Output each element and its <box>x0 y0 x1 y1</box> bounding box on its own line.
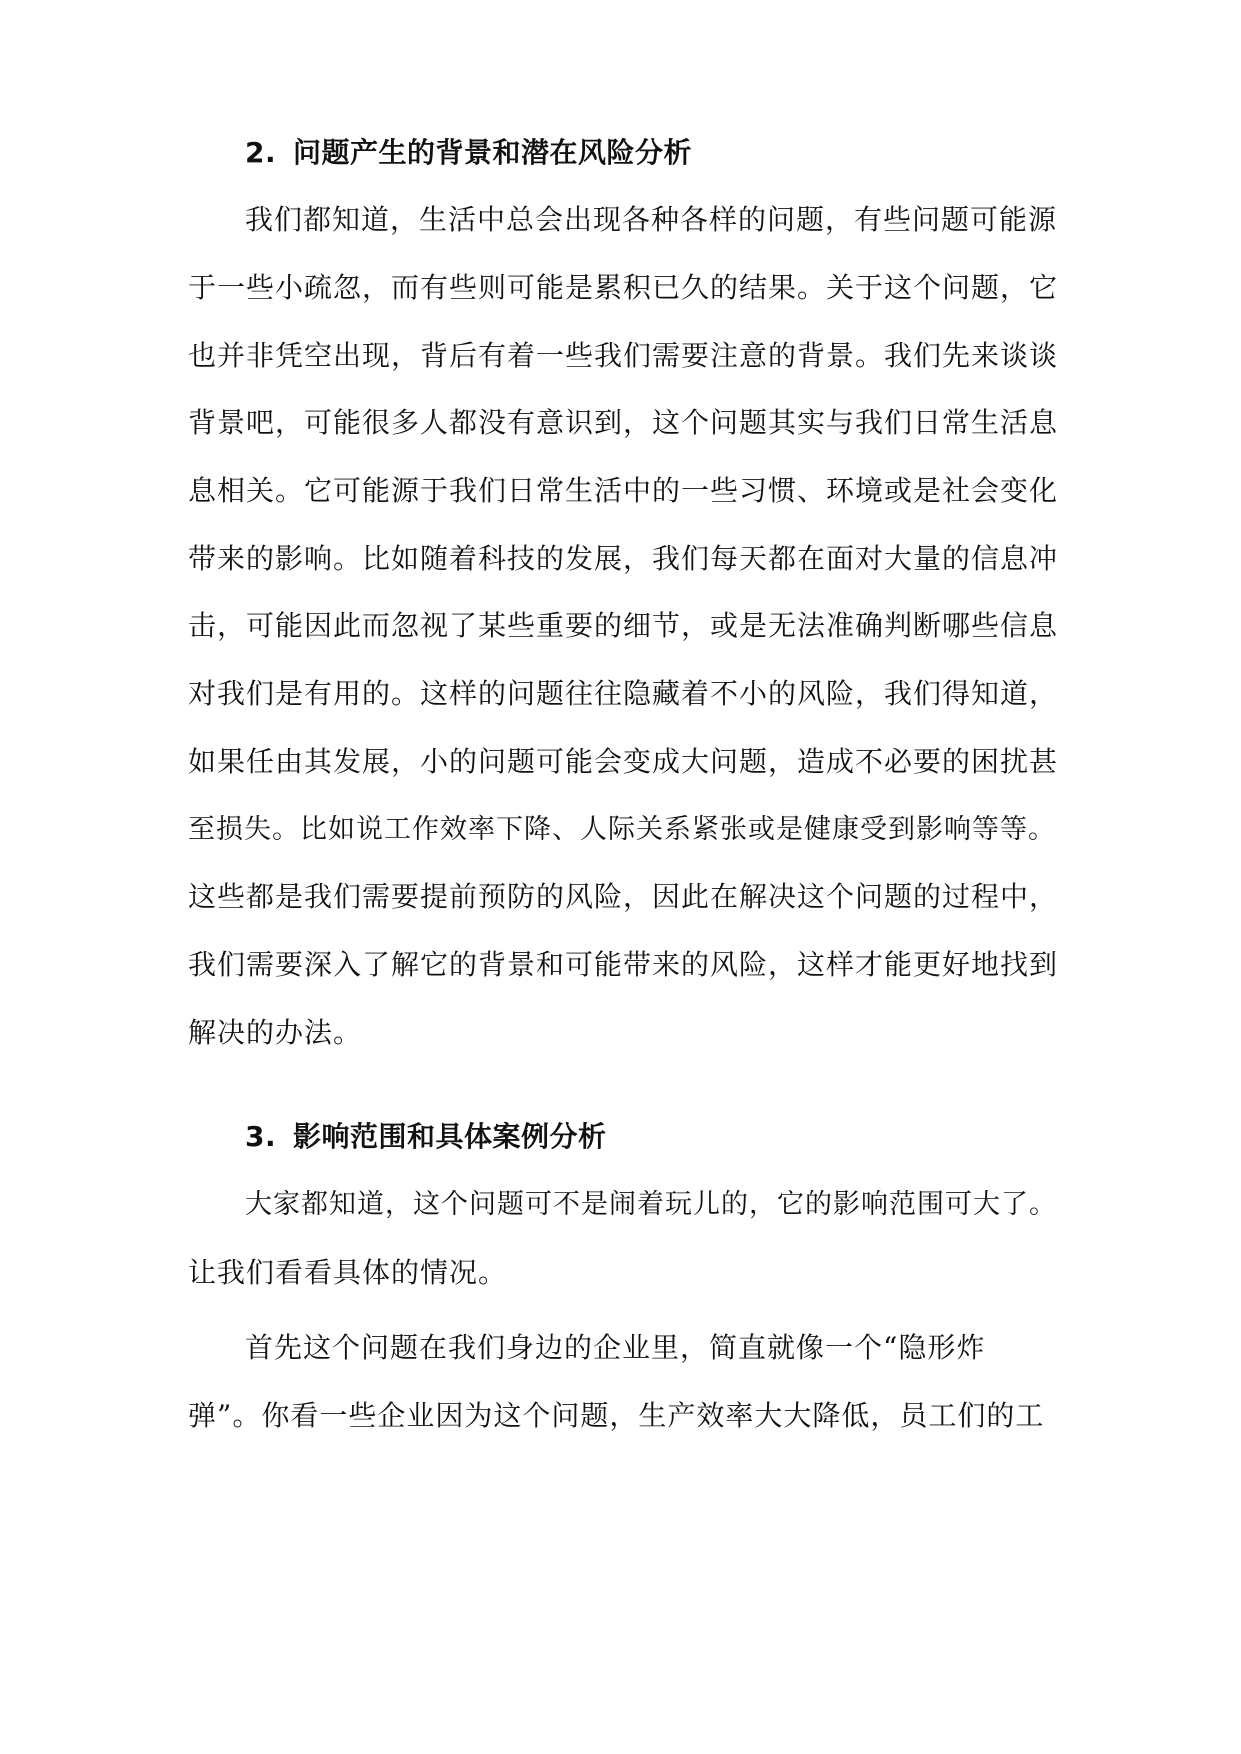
paragraph-line: 背景吧，可能很多人都没有意识到，这个问题其实与我们日常生活息 <box>188 406 1059 439</box>
paragraph-line: 我们需要深入了解它的背景和可能带来的风险，这样才能更好地找到 <box>188 948 1059 981</box>
paragraph-line: 解决的办法。 <box>188 1016 363 1049</box>
paragraph-line: 击，可能因此而忽视了某些重要的细节，或是无法准确判断哪些信息 <box>188 609 1059 642</box>
paragraph-line: 带来的影响。比如随着科技的发展，我们每天都在面对大量的信息冲 <box>188 542 1059 575</box>
paragraph-line: 我们都知道，生活中总会出现各种各样的问题，有些问题可能源 <box>245 203 1058 236</box>
section-2-title: 问题产生的背景和潜在风险分析 <box>293 136 693 169</box>
paragraph-line: 让我们看看具体的情况。 <box>188 1256 508 1289</box>
paragraph-line: 于一些小疏忽，而有些则可能是累积已久的结果。关于这个问题，它 <box>188 271 1059 304</box>
section-2-number: 2. <box>245 136 277 169</box>
paragraph-line: 如果任由其发展，小的问题可能会变成大问题，造成不必要的困扰甚 <box>188 745 1059 778</box>
paragraph-line: 息相关。它可能源于我们日常生活中的一些习惯、环境或是社会变化 <box>188 474 1059 507</box>
paragraph-line: 对我们是有用的。这样的问题往往隐藏着不小的风险，我们得知道， <box>188 677 1059 710</box>
paragraph-line: 弹”。你看一些企业因为这个问题，生产效率大大降低，员工们的工 <box>188 1399 1045 1432</box>
paragraph-line: 至损失。比如说工作效率下降、人际关系紧张或是健康受到影响等等。 <box>188 814 1056 845</box>
paragraph-line: 首先这个问题在我们身边的企业里，简直就像一个“隐形炸 <box>245 1331 986 1364</box>
section-3-heading <box>245 1117 607 1157</box>
section-2-heading <box>245 133 692 173</box>
section-3-number: 3. <box>245 1120 277 1153</box>
paragraph-line: 大家都知道，这个问题可不是闹着玩儿的，它的影响范围可大了。 <box>245 1189 1057 1220</box>
section-3-title: 影响范围和具体案例分析 <box>293 1120 607 1153</box>
paragraph-line: 也并非凭空出现，背后有着一些我们需要注意的背景。我们先来谈谈 <box>188 339 1059 372</box>
paragraph-line: 这些都是我们需要提前预防的风险，因此在解决这个问题的过程中， <box>188 880 1059 913</box>
